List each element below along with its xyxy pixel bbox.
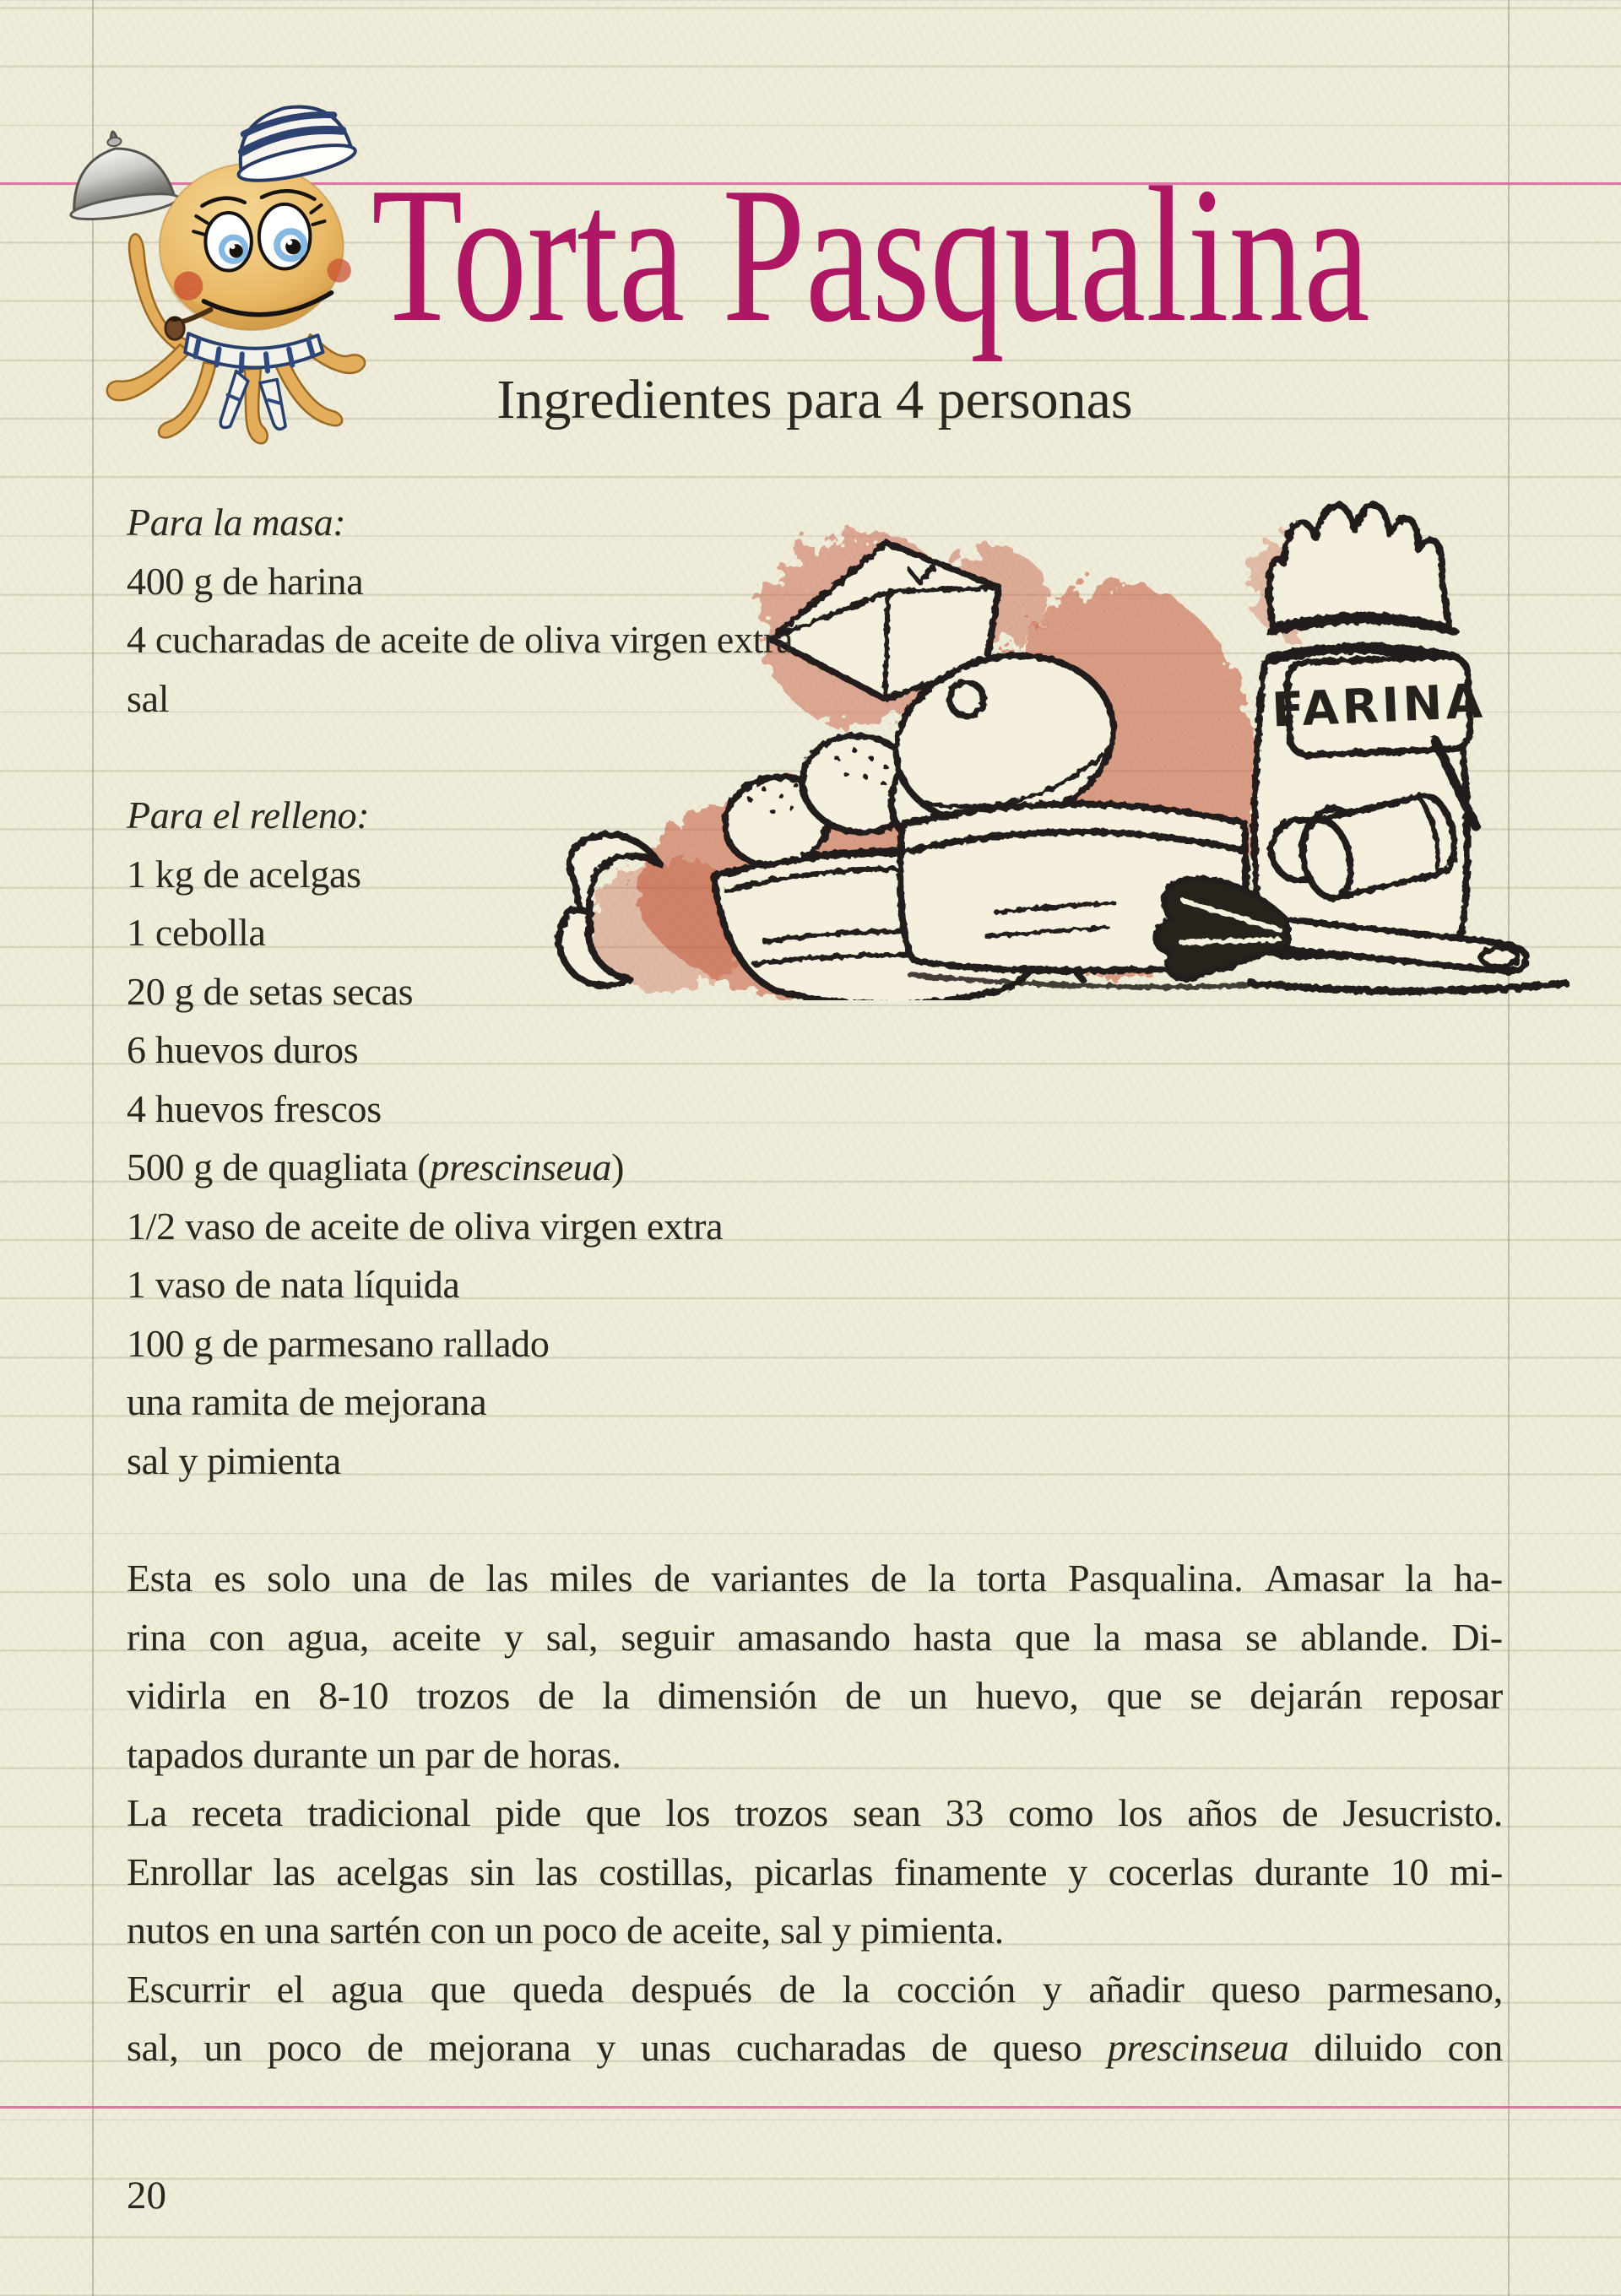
ingredients-relleno-section bbox=[127, 786, 1393, 1490]
serving-cloche-icon bbox=[61, 123, 180, 225]
instruction-line: La receta tradicional pide que los trozos sean 33 como los años de Jesucristo. bbox=[127, 1791, 1503, 1834]
ingredient-item: sal y pimienta bbox=[127, 1438, 341, 1482]
ingredient-item: una ramita de mejorana bbox=[127, 1380, 487, 1423]
instruction-line: nutos en una sartén con un poco de aceite, sal y pimienta. bbox=[127, 1909, 1004, 1952]
ingredient-item: 20 g de setas secas bbox=[127, 969, 414, 1013]
instruction-line: Enrollar las acelgas sin las costillas, picarlas finamente y cocerlas durante 10 mi- bbox=[127, 1849, 1503, 1893]
flour-bag-label: FARINA bbox=[1271, 674, 1487, 739]
instruction-line: sal, un poco de mejorana y unas cucharadas de queso prescinseua diluido con bbox=[127, 2026, 1503, 2069]
ingredient-item: 500 g de quagliata (prescinseua) bbox=[127, 1145, 625, 1189]
instruction-line: Escurrir el agua que queda después de la cocción y añadir queso parmesano, bbox=[127, 1967, 1503, 2011]
ingredient-item: 6 huevos duros bbox=[127, 1028, 359, 1071]
ingredient-item: 100 g de parmesano rallado bbox=[127, 1321, 550, 1365]
instruction-line: rina con agua, aceite y sal, seguir amasando hasta que la masa se ablande. Di- bbox=[127, 1615, 1503, 1659]
instruction-line: Esta es solo una de las miles de variantes de la torta Pasqualina. Amasar la ha- bbox=[127, 1557, 1503, 1600]
page-subtitle: Ingredientes para 4 personas bbox=[496, 369, 1133, 430]
ingredient-item: 400 g de harina bbox=[127, 559, 364, 603]
right-margin-line bbox=[1508, 0, 1510, 2296]
sailor-hat-icon bbox=[227, 95, 358, 187]
ingredient-item: 1 cebolla bbox=[127, 911, 266, 954]
instructions-text bbox=[127, 1549, 1503, 2077]
instruction-line: tapados durante un par de horas. bbox=[127, 1732, 621, 1776]
relleno-section-header: Para el relleno: bbox=[127, 793, 370, 837]
ingredient-item: 1 kg de acelgas bbox=[127, 852, 361, 896]
page-number: 20 bbox=[127, 2174, 166, 2217]
ingredient-item: 1 vaso de nata líquida bbox=[127, 1263, 460, 1306]
ingredient-item: 1/2 vaso de aceite de oliva virgen extra bbox=[127, 1204, 724, 1248]
bottom-pink-rule bbox=[0, 2106, 1621, 2109]
ingredient-item: sal bbox=[127, 676, 170, 720]
left-cheek bbox=[174, 272, 203, 301]
ingredients-masa-section bbox=[127, 493, 1393, 728]
instruction-line: vidirla en 8-10 trozos de la dimensión de un huevo, que se dejarán reposar bbox=[127, 1674, 1503, 1717]
ingredient-item: 4 cucharadas de aceite de oliva virgen extra bbox=[127, 618, 794, 661]
right-cheek bbox=[328, 258, 351, 282]
ingredient-item: 4 huevos frescos bbox=[127, 1086, 382, 1130]
page-title: Torta Pasqualina bbox=[371, 147, 1370, 362]
masa-section-header: Para la masa: bbox=[127, 501, 346, 544]
